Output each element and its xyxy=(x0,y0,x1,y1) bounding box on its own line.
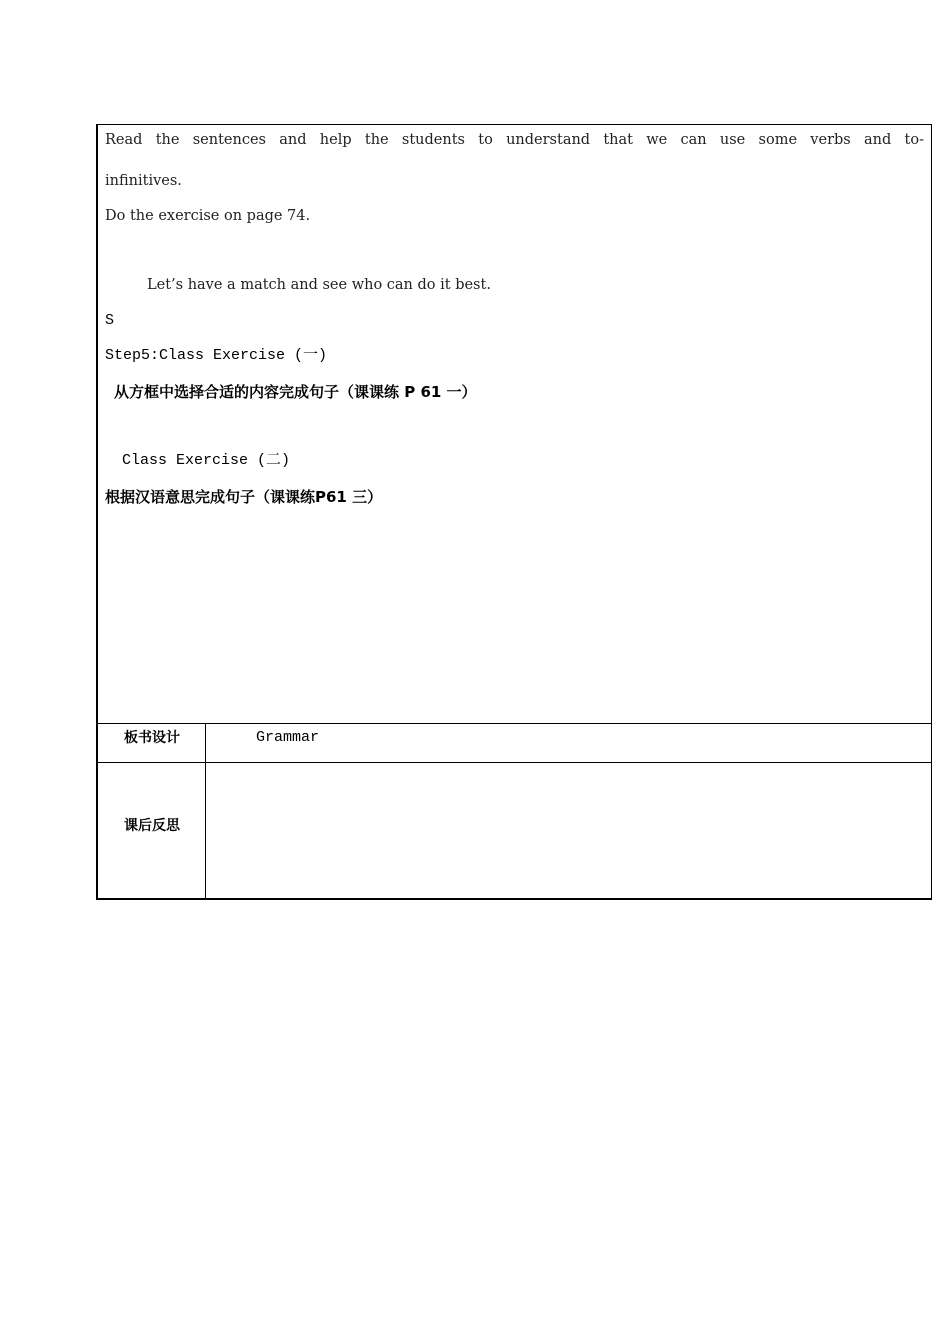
step5-title: Step5:Class Exercise (一) xyxy=(105,347,328,364)
reflection-label-cell xyxy=(98,763,206,899)
stray-letter: S xyxy=(105,312,115,329)
exercise2-title: Class Exercise (二) xyxy=(122,452,291,469)
board-design-value: Grammar xyxy=(256,729,320,746)
exercise2-instruction: 根据汉语意思完成句子（课课练P61 三） xyxy=(105,488,383,506)
exercise-instruction: Do the exercise on page 74. xyxy=(105,208,311,224)
reflection-label: 课后反思 xyxy=(124,818,180,834)
board-design-label-cell xyxy=(98,724,206,762)
instruction-line-1: Read the sentences and help the students to understand that we can use some verbs and to- xyxy=(105,132,924,148)
teaching-procedure-cell xyxy=(98,125,932,724)
board-design-row xyxy=(98,724,932,763)
match-instruction: Let’s have a match and see who can do it best. xyxy=(147,277,491,293)
reflection-row xyxy=(98,763,932,899)
step5-instruction: 从方框中选择合适的内容完成句子（课课练 P 61 一） xyxy=(114,383,477,401)
lesson-plan-table xyxy=(96,124,932,900)
board-design-label: 板书设计 xyxy=(124,730,180,746)
instruction-line-2: infinitives. xyxy=(105,173,182,189)
